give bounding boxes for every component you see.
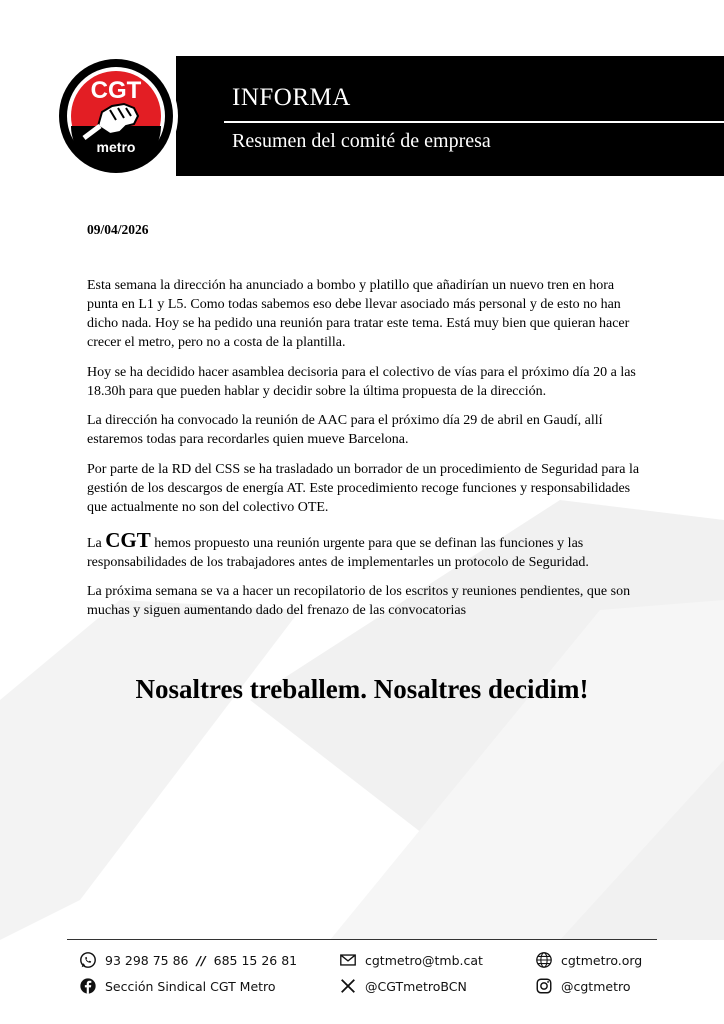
paragraph-4: Por parte de la RD del CSS se ha trasladado un borrador de un procedimiento de Seguridad para la gestión de los descargos de energía AT. Este procedimiento recoge funciones y responsabilidades que actualmente no son del colectivo OTE. <box>87 461 640 515</box>
header-divider <box>224 121 724 123</box>
header-subtitle: Resumen del comité de empresa <box>232 130 491 152</box>
facebook-icon <box>79 977 97 995</box>
document-date: 09/04/2026 <box>87 222 149 237</box>
footer-twitter[interactable] <box>339 977 467 995</box>
paragraph-5 <box>87 527 642 572</box>
paragraph-1: Esta semana la dirección ha anunciado a bombo y platillo que añadirían un nuevo tren en hora punta en L1 y L5. Como todas sabemos eso debe llevar asociado más personal y de esto no han dicho nada. Hoy se ha pedido una reunión para tratar este tema. Está muy bien que quieran hacer crecer el metro, pero no a costa de la plantilla. <box>87 278 630 350</box>
paragraph-5-lead: La <box>87 535 106 551</box>
twitter-handle[interactable]: @CGTmetroBCN <box>365 978 467 994</box>
header-band <box>176 56 724 176</box>
email-address[interactable]: cgtmetro@tmb.cat <box>365 952 483 968</box>
document-body <box>87 276 642 631</box>
paragraph-6: La próxima semana se va a hacer un recopilatorio de los escritos y reuniones pendientes, que son muchas y siguen aumentando dado del frenazo de las convocatorias <box>87 584 631 618</box>
cgt-metro-logo <box>54 54 178 178</box>
mail-icon <box>339 951 357 969</box>
footer-email[interactable] <box>339 951 483 969</box>
phone-number-2[interactable]: 685 15 26 81 <box>213 952 298 968</box>
paragraph-3: La dirección ha convocado la reunión de AAC para el próximo día 29 de abril en Gaudí, allí estaremos todas para recordarles quien mueve Barcelona. <box>87 413 603 447</box>
footer-divider <box>67 939 657 940</box>
phone-separator: // <box>196 952 206 968</box>
x-icon <box>339 977 357 995</box>
footer-facebook[interactable] <box>79 977 276 995</box>
phone-number-1[interactable]: 93 298 75 86 <box>105 952 189 968</box>
facebook-page[interactable]: Sección Sindical CGT Metro <box>105 978 276 994</box>
globe-icon <box>535 951 553 969</box>
slogan: Nosaltres treballem. Nosaltres decidim! <box>135 674 589 704</box>
logo-text-bottom: metro <box>96 139 136 155</box>
website-link[interactable]: cgtmetro.org <box>561 952 643 968</box>
footer-phones <box>79 951 297 969</box>
whatsapp-icon <box>79 951 97 969</box>
footer-website[interactable] <box>535 951 642 969</box>
cgt-emphasis: CGT <box>105 527 151 552</box>
footer-instagram[interactable] <box>535 977 631 995</box>
header-title: INFORMA <box>232 84 351 111</box>
logo-text-top: CGT <box>90 77 142 104</box>
instagram-handle[interactable]: @cgtmetro <box>561 978 631 994</box>
instagram-icon <box>535 977 553 995</box>
paragraph-2: Hoy se ha decidido hacer asamblea decisoria para el colectivo de vías para el próximo día 20 a las 18.30h para que pueden hablar y decidir sobre la última propuesta de la dirección. <box>87 364 636 399</box>
paragraph-5-rest: hemos propuesto una reunión urgente para que se definan las funciones y las responsabilidades de los trabajadores antes de implementarles un protocolo de Seguridad. <box>87 535 589 570</box>
